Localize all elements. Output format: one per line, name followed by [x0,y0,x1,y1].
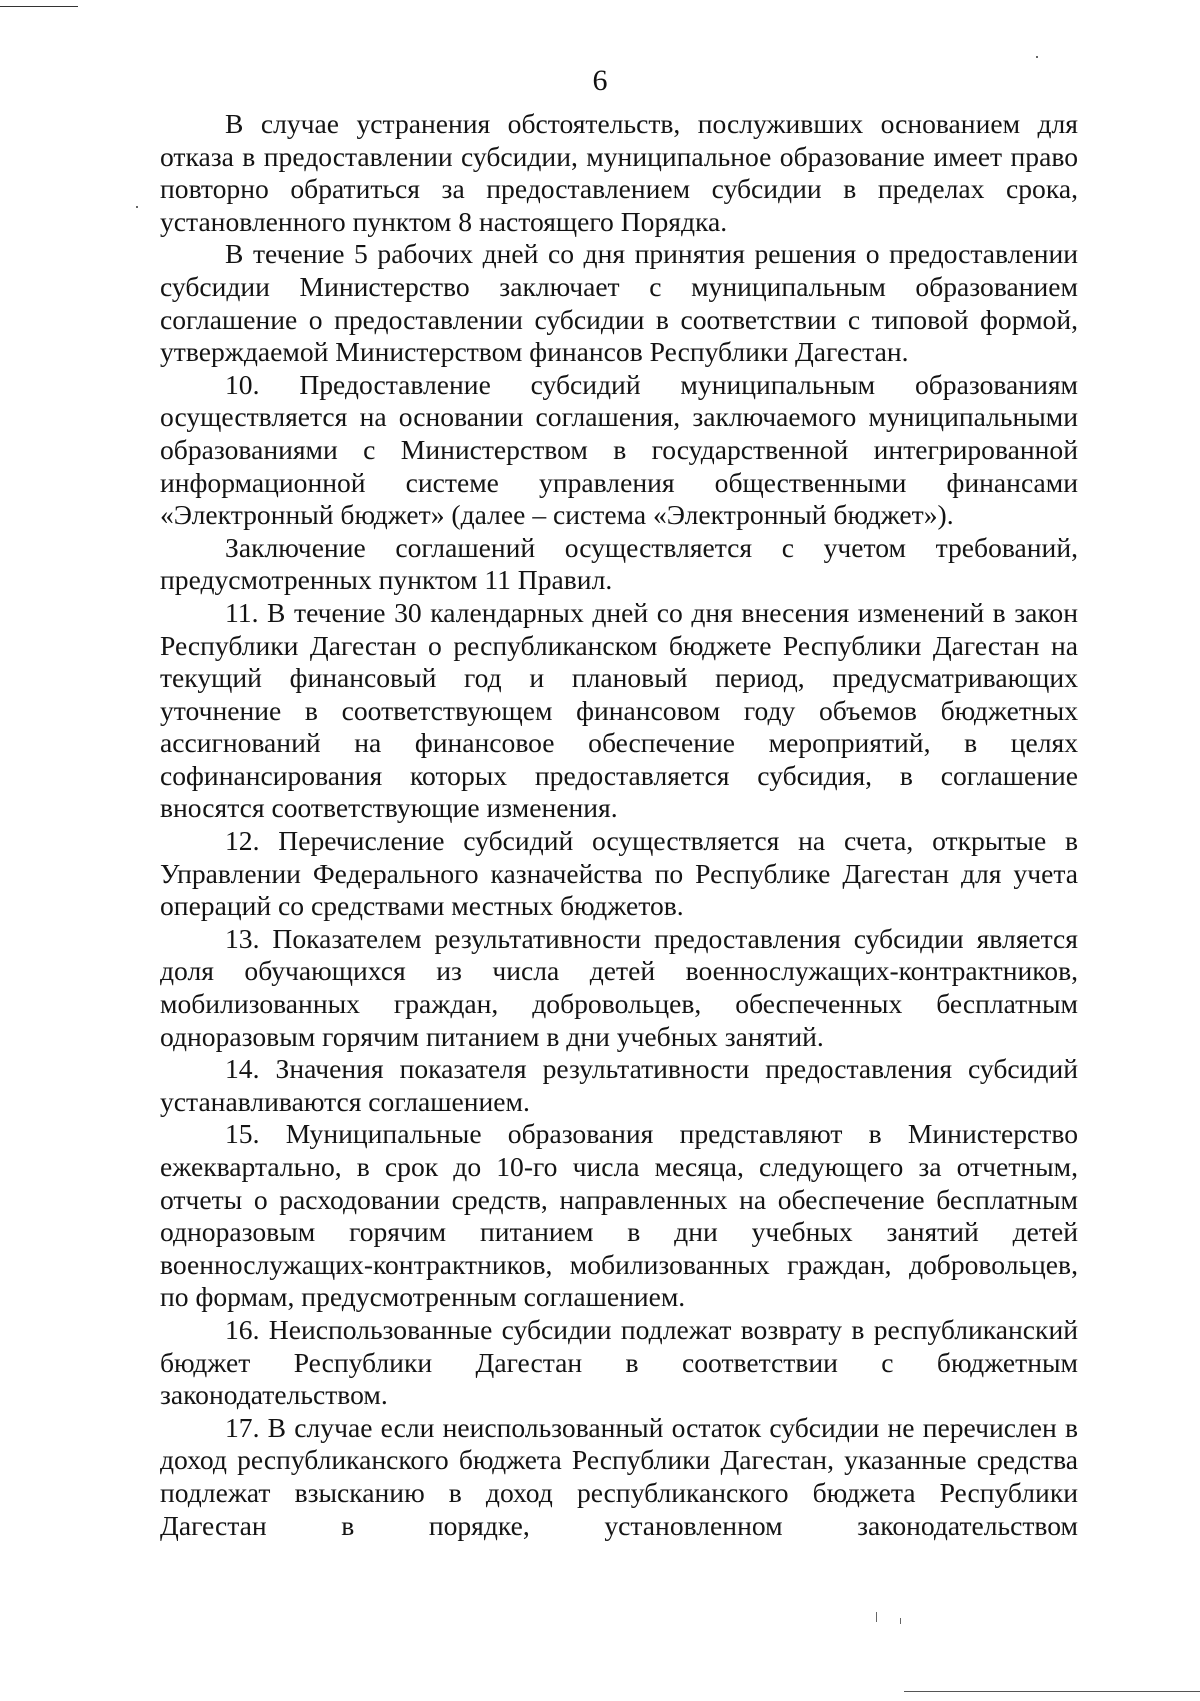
paragraph-agreements-requirements: Заключение соглашений осуществляется с учетом требований, предусмотренных пунктом 11 Правил. [160,531,1078,596]
paragraph-item-17: 17. В случае если неиспользованный остаток субсидии не перечислен в доход республиканского бюджета Республики Дагестан, указанные средства подлежат взысканию в доход республиканского бюджета Республики Дагестан в порядке, установленном законодательством [160,1411,1078,1541]
paragraph-item-10: 10. Предоставление субсидий муниципальным образованиям осуществляется на основании соглашения, заключаемого муниципальными образованиями с Министерством в государственной интегрированной информационной системе управления общественными финансами «Электронный бюджет» (далее – система «Электронный бюджет»). [160,368,1078,531]
scan-speck [900,1618,901,1624]
paragraph-item-11: 11. В течение 30 календарных дней со дня внесения изменений в закон Республики Дагестан о республиканском бюджете Республики Дагестан на текущий финансовый год и плановый период, предусматривающих уточнение в соответствующем финансовом году объемов бюджетных ассигнований на финансовое обеспечение мероприятий, в целях софинансирования которых предоставляется субсидия, в соглашение вносятся соответствующие изменения. [160,596,1078,824]
scan-speck [136,206,138,208]
page-number: 6 [592,64,608,97]
paragraph-item-12: 12. Перечисление субсидий осуществляется на счета, открытые в Управлении Федерального казначейства по Республике Дагестан для учета операций со средствами местных бюджетов. [160,825,1078,922]
paragraph-item-15: 15. Муниципальные образования представляют в Министерство ежеквартально, в срок до 10-го числа месяца, следующего за отчетным, отчеты о расходовании средств, направленных на обеспечение бесплатным одноразовым горячим питанием в дни учебных занятий детей военнослужащих-контрактников, мобилизованных граждан, добровольцев, по формам, предусмотренным соглашением. [160,1118,1078,1313]
scan-edge-line-top [0,6,78,7]
paragraph-refusal-resubmission: В случае устранения обстоятельств, послуживших основанием для отказа в предоставлении субсидии, муниципальное образование имеет право повторно обратиться за предоставлением субсидии в пределах срока, установленного пунктом 8 настоящего Порядка. [160,108,1078,237]
scan-edge-line-bottom [904,1691,1200,1692]
scan-speck [876,1612,877,1622]
document-body [160,108,1078,1542]
paragraph-item-16: 16. Неиспользованные субсидии подлежат возврату в республиканский бюджет Республики Дагестан в соответствии с бюджетным законодательством. [160,1313,1078,1411]
scan-speck [1036,56,1038,58]
paragraph-item-13: 13. Показателем результативности предоставления субсидии является доля обучающихся из числа детей военнослужащих-контрактников, мобилизованных граждан, добровольцев, обеспеченных бесплатным одноразовым горячим питанием в дни учебных занятий. [160,922,1078,1052]
paragraph-agreement-conclusion: В течение 5 рабочих дней со дня принятия решения о предоставлении субсидии Министерство заключает с муниципальным образованием соглашение о предоставлении субсидии в соответствии с типовой формой, утверждаемой Министерством финансов Республики Дагестан. [160,238,1078,368]
paragraph-item-14: 14. Значения показателя результативности предоставления субсидий устанавливаются соглашением. [160,1053,1078,1117]
